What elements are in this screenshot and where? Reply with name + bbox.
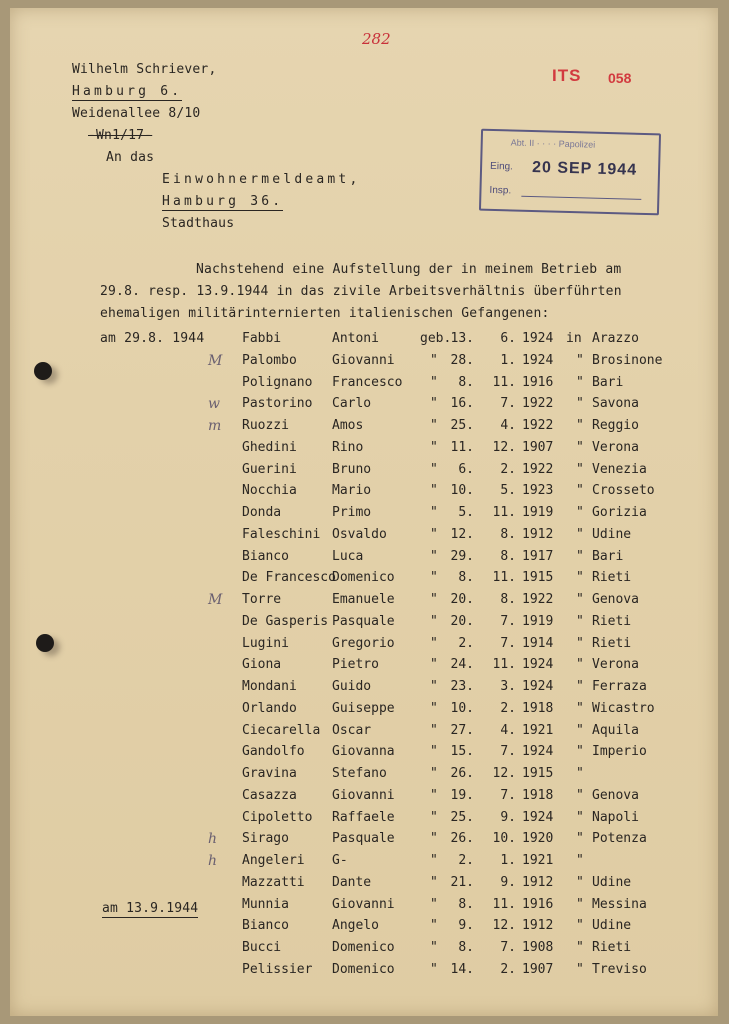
birth-month: 7. xyxy=(500,635,516,651)
birth-month: 7. xyxy=(500,744,516,760)
stamp-eing-label: Eing. xyxy=(489,160,514,173)
check-mark: h xyxy=(208,831,218,848)
birth-place: Venezia xyxy=(592,461,647,477)
surname: Cipoletto xyxy=(242,809,313,825)
check-mark: m xyxy=(208,418,222,434)
ditto-mark: " xyxy=(576,526,584,542)
ditto-mark: " xyxy=(576,679,584,694)
given-name: Guido xyxy=(332,679,372,694)
birth-day: 19. xyxy=(450,787,474,803)
birth-day: 13. xyxy=(450,331,474,346)
given-name: Giovanni xyxy=(332,896,395,912)
ditto-mark: " xyxy=(576,483,584,499)
birth-place: Ferraza xyxy=(592,679,647,694)
birth-month: 9. xyxy=(500,809,516,825)
birth-year: 1918 xyxy=(522,700,554,716)
sender-reference: -Wn1/17- xyxy=(88,128,153,143)
birth-day: 8. xyxy=(458,374,474,390)
given-name: Pietro xyxy=(332,657,379,673)
birth-year: 1924 xyxy=(522,809,554,825)
check-mark: M xyxy=(208,592,223,608)
recipient-city: Hamburg 36. xyxy=(162,194,284,209)
birth-place: Udine xyxy=(592,526,632,542)
surname: Palombo xyxy=(242,352,297,368)
body-line-3: ehemaligen militärinternierten italienischen Gefangenen: xyxy=(100,306,550,321)
surname: Bianco xyxy=(242,918,289,934)
ditto-mark: " xyxy=(430,961,438,977)
surname: Ruozzi xyxy=(242,418,289,433)
surname: De Gasperis xyxy=(242,613,329,629)
its-number: 058 xyxy=(608,70,632,86)
birth-month: 7. xyxy=(500,940,516,955)
birth-day: 24. xyxy=(450,657,474,673)
ditto-mark: " xyxy=(430,657,438,673)
document-page xyxy=(10,8,718,1016)
surname: Guerini xyxy=(242,461,297,477)
birth-place: Rieti xyxy=(592,613,632,629)
birth-place: Udine xyxy=(592,874,632,890)
surname: Casazza xyxy=(242,787,297,803)
surname: Mazzatti xyxy=(242,874,305,890)
ditto-mark: " xyxy=(430,940,438,955)
ditto-mark: " xyxy=(430,526,438,542)
given-name: Dante xyxy=(332,874,372,890)
ditto-mark: " xyxy=(576,722,584,738)
birth-month: 11. xyxy=(492,374,516,390)
ditto-mark: " xyxy=(576,635,584,651)
ditto-mark: " xyxy=(430,787,438,803)
given-name: Pasquale xyxy=(332,831,395,847)
ditto-mark: " xyxy=(430,396,438,412)
ditto-mark: " xyxy=(576,744,584,760)
sender-name: Wilhelm Schriever, xyxy=(72,62,217,77)
birth-month: 2. xyxy=(500,700,516,716)
given-name: Oscar xyxy=(332,722,372,738)
given-name: Mario xyxy=(332,483,372,499)
ditto-mark: " xyxy=(576,505,584,520)
ditto-mark: " xyxy=(576,787,584,803)
ditto-mark: " xyxy=(430,592,438,607)
given-name: Emanuele xyxy=(332,592,395,607)
surname: Mondani xyxy=(242,679,297,694)
given-name: Domenico xyxy=(332,940,395,955)
birth-day: 28. xyxy=(450,352,474,368)
birth-day: 8. xyxy=(458,570,474,586)
birth-place: Reggio xyxy=(592,418,639,433)
birth-month: 8. xyxy=(500,592,516,607)
birth-year: 1923 xyxy=(522,483,554,499)
birth-place: Genova xyxy=(592,787,639,803)
ditto-mark: " xyxy=(576,657,584,673)
birth-month: 8. xyxy=(500,526,516,542)
birth-day: 2. xyxy=(458,635,474,651)
birth-day: 26. xyxy=(450,766,474,781)
birth-place: Udine xyxy=(592,918,632,934)
birth-place: Wicastro xyxy=(592,700,655,716)
birth-year: 1916 xyxy=(522,374,554,390)
birth-year: 1918 xyxy=(522,787,554,803)
ditto-mark: " xyxy=(576,809,584,825)
birth-year: 1924 xyxy=(522,352,554,368)
ditto-mark: " xyxy=(430,374,438,390)
ditto-mark: " xyxy=(576,613,584,629)
surname: Ghedini xyxy=(242,439,297,455)
ditto-mark: " xyxy=(430,853,438,868)
birth-month: 12. xyxy=(492,766,516,781)
birth-year: 1924 xyxy=(522,331,554,346)
ditto-mark: " xyxy=(576,396,584,412)
birth-place: Bari xyxy=(592,374,624,390)
birth-day: 16. xyxy=(450,396,474,412)
birth-place: Imperio xyxy=(592,744,647,760)
birth-month: 3. xyxy=(500,679,516,694)
ditto-mark: " xyxy=(430,548,438,564)
birth-year: 1919 xyxy=(522,613,554,629)
given-name: Giovanni xyxy=(332,787,395,803)
given-name: Rino xyxy=(332,439,364,455)
birth-month: 8. xyxy=(500,548,516,564)
ditto-mark: " xyxy=(576,918,584,934)
check-mark: M xyxy=(208,352,223,369)
given-name: Giovanna xyxy=(332,744,395,760)
ditto-mark: " xyxy=(576,853,584,868)
ditto-mark: " xyxy=(576,592,584,607)
its-label: ITS xyxy=(552,66,582,85)
surname: Sirago xyxy=(242,831,289,847)
page-number: 282 xyxy=(362,30,391,48)
ditto-mark: " xyxy=(430,635,438,651)
birth-day: 21. xyxy=(450,874,474,890)
given-name: Giovanni xyxy=(332,352,395,368)
ditto-mark: " xyxy=(576,940,584,955)
surname: Nocchia xyxy=(242,483,297,499)
ditto-mark: " xyxy=(576,961,584,977)
birth-day: 15. xyxy=(450,744,474,760)
ditto-mark: " xyxy=(430,700,438,716)
ditto-mark: " xyxy=(576,831,584,847)
birth-place: Messina xyxy=(592,896,647,912)
sender-street: Weidenallee 8/10 xyxy=(72,106,201,121)
given-name: Domenico xyxy=(332,961,395,977)
birth-year: 1916 xyxy=(522,896,554,912)
birth-month: 7. xyxy=(500,613,516,629)
body-line-1: Nachstehend eine Aufstellung der in meinem Betrieb am xyxy=(196,262,622,277)
birth-month: 7. xyxy=(500,396,516,412)
birth-year: 1924 xyxy=(522,657,554,673)
birth-year: 1912 xyxy=(522,918,554,934)
birth-place: Verona xyxy=(592,657,639,673)
punch-hole-top xyxy=(34,362,52,380)
birth-place: Bari xyxy=(592,548,624,564)
sender-city: Hamburg 6. xyxy=(72,84,183,99)
birth-day: 25. xyxy=(450,418,474,433)
birth-year: 1921 xyxy=(522,722,554,738)
birth-month: 11. xyxy=(492,505,516,520)
surname: Giona xyxy=(242,657,282,673)
ditto-mark: " xyxy=(576,896,584,912)
given-name: Domenico xyxy=(332,570,395,586)
birth-year: 1919 xyxy=(522,505,554,520)
birth-year: 1912 xyxy=(522,526,554,542)
ditto-mark: " xyxy=(430,809,438,825)
punch-hole-bottom xyxy=(36,634,54,652)
ditto-mark: " xyxy=(430,766,438,781)
given-name: G- xyxy=(332,853,348,868)
surname: Angeleri xyxy=(242,853,305,868)
given-name: Angelo xyxy=(332,918,379,934)
birth-place: Crosseto xyxy=(592,483,655,499)
birth-year: 1922 xyxy=(522,396,554,412)
ditto-mark: " xyxy=(430,483,438,499)
birth-day: 8. xyxy=(458,940,474,955)
birth-month: 12. xyxy=(492,439,516,455)
given-name: Guiseppe xyxy=(332,700,395,716)
birth-year: 1920 xyxy=(522,831,554,847)
ditto-mark: " xyxy=(576,700,584,716)
birth-day: 2. xyxy=(458,853,474,868)
surname: De Francesco xyxy=(242,570,336,586)
birth-month: 12. xyxy=(492,918,516,934)
ditto-mark: " xyxy=(430,744,438,760)
birth-day: 10. xyxy=(450,483,474,499)
ditto-mark: " xyxy=(576,439,584,455)
birth-year: 1921 xyxy=(522,853,554,868)
birth-day: 11. xyxy=(450,439,474,455)
birth-place: Rieti xyxy=(592,570,632,586)
birth-day: 12. xyxy=(450,526,474,542)
surname: Munnia xyxy=(242,896,289,912)
birth-place: Gorizia xyxy=(592,505,647,520)
geb-label: geb. xyxy=(420,331,452,346)
given-name: Carlo xyxy=(332,396,372,412)
given-name: Luca xyxy=(332,548,364,564)
surname: Orlando xyxy=(242,700,297,716)
given-name: Francesco xyxy=(332,374,403,390)
birth-year: 1914 xyxy=(522,635,554,651)
birth-month: 6. xyxy=(500,331,516,346)
given-name: Stefano xyxy=(332,766,387,781)
surname: Bianco xyxy=(242,548,289,564)
ditto-mark: " xyxy=(430,896,438,912)
stamp-date: 20 SEP 1944 xyxy=(531,159,638,179)
check-mark: w xyxy=(208,396,220,413)
birth-place: Genova xyxy=(592,592,639,607)
ditto-mark: " xyxy=(430,918,438,934)
birth-month: 9. xyxy=(500,874,516,890)
received-stamp xyxy=(479,129,661,216)
given-name: Amos xyxy=(332,418,364,433)
birth-month: 7. xyxy=(500,787,516,803)
birth-year: 1922 xyxy=(522,461,554,477)
birth-year: 1907 xyxy=(522,961,554,977)
birth-place: Brosinone xyxy=(592,352,663,368)
birth-month: 1. xyxy=(500,352,516,368)
birth-day: 26. xyxy=(450,831,474,847)
in-label: in xyxy=(566,331,582,346)
ditto-mark: " xyxy=(430,418,438,433)
birth-day: 5. xyxy=(458,505,474,520)
birth-place: Aquila xyxy=(592,722,639,738)
birth-year: 1917 xyxy=(522,548,554,564)
given-name: Primo xyxy=(332,505,372,520)
birth-year: 1915 xyxy=(522,766,554,781)
birth-place: Potenza xyxy=(592,831,647,847)
birth-month: 11. xyxy=(492,896,516,912)
birth-day: 6. xyxy=(458,461,474,477)
birth-day: 29. xyxy=(450,548,474,564)
given-name: Antoni xyxy=(332,331,379,346)
given-name: Bruno xyxy=(332,461,372,477)
birth-month: 11. xyxy=(492,657,516,673)
surname: Fabbi xyxy=(242,331,282,346)
birth-day: 14. xyxy=(450,961,474,977)
ditto-mark: " xyxy=(576,374,584,390)
birth-place: Rieti xyxy=(592,635,632,651)
surname: Ciecarella xyxy=(242,722,321,738)
ditto-mark: " xyxy=(576,570,584,586)
ditto-mark: " xyxy=(576,418,584,433)
ditto-mark: " xyxy=(430,722,438,738)
ditto-mark: " xyxy=(430,439,438,455)
check-mark: h xyxy=(208,853,218,869)
birth-day: 23. xyxy=(450,679,474,694)
birth-month: 4. xyxy=(500,418,516,433)
birth-year: 1922 xyxy=(522,418,554,433)
ditto-mark: " xyxy=(430,570,438,586)
birth-month: 10. xyxy=(492,831,516,847)
birth-day: 27. xyxy=(450,722,474,738)
ditto-mark: " xyxy=(576,874,584,890)
surname: Bucci xyxy=(242,940,282,955)
birth-year: 1912 xyxy=(522,874,554,890)
birth-year: 1922 xyxy=(522,592,554,607)
stamp-department: Abt. II · · · · Papolizei xyxy=(510,137,596,150)
recipient-building: Stadthaus xyxy=(162,216,235,231)
stamp-insp-label: Insp. xyxy=(489,184,512,197)
surname: Faleschini xyxy=(242,526,321,542)
birth-place: Treviso xyxy=(592,961,647,977)
ditto-mark: " xyxy=(430,874,438,890)
birth-day: 25. xyxy=(450,809,474,825)
birth-year: 1924 xyxy=(522,744,554,760)
birth-month: 2. xyxy=(500,461,516,477)
birth-month: 5. xyxy=(500,483,516,499)
body-line-2: 29.8. resp. 13.9.1944 in das zivile Arbeitsverhältnis überführten xyxy=(100,284,622,299)
surname: Lugini xyxy=(242,635,289,651)
birth-place: Arazzo xyxy=(592,331,639,346)
surname: Gravina xyxy=(242,766,297,781)
ditto-mark: " xyxy=(430,613,438,629)
ditto-mark: " xyxy=(576,548,584,564)
ditto-mark: " xyxy=(576,352,584,368)
surname: Gandolfo xyxy=(242,744,305,760)
given-name: Pasquale xyxy=(332,613,395,629)
birth-year: 1908 xyxy=(522,940,554,955)
birth-year: 1924 xyxy=(522,679,554,694)
recipient-office: Einwohnermeldeamt, xyxy=(162,172,361,187)
ditto-mark: " xyxy=(430,461,438,477)
birth-day: 8. xyxy=(458,896,474,912)
birth-day: 10. xyxy=(450,700,474,716)
surname: Torre xyxy=(242,592,282,607)
surname: Donda xyxy=(242,505,282,520)
birth-place: Verona xyxy=(592,439,639,455)
birth-place: Rieti xyxy=(592,940,632,955)
birth-place: Napoli xyxy=(592,809,639,825)
ditto-mark: " xyxy=(576,766,584,781)
surname: Pelissier xyxy=(242,961,313,977)
birth-day: 9. xyxy=(458,918,474,934)
birth-month: 11. xyxy=(492,570,516,586)
birth-year: 1915 xyxy=(522,570,554,586)
birth-month: 2. xyxy=(500,961,516,977)
recipient-salutation: An das xyxy=(106,150,155,165)
ditto-mark: " xyxy=(430,505,438,520)
birth-day: 20. xyxy=(450,592,474,607)
given-name: Gregorio xyxy=(332,635,395,651)
group-label-first: am 29.8. 1944 xyxy=(100,331,205,346)
birth-month: 4. xyxy=(500,722,516,738)
ditto-mark: " xyxy=(576,461,584,477)
birth-month: 1. xyxy=(500,853,516,868)
given-name: Osvaldo xyxy=(332,526,387,542)
ditto-mark: " xyxy=(430,679,438,694)
birth-place: Savona xyxy=(592,396,639,412)
surname: Polignano xyxy=(242,374,313,390)
surname: Pastorino xyxy=(242,396,313,412)
ditto-mark: " xyxy=(430,352,438,368)
stamp-signature-line xyxy=(521,196,641,200)
group-label-second: am 13.9.1944 xyxy=(102,901,199,916)
birth-year: 1907 xyxy=(522,439,554,455)
given-name: Raffaele xyxy=(332,809,395,825)
ditto-mark: " xyxy=(430,831,438,847)
birth-day: 20. xyxy=(450,613,474,629)
